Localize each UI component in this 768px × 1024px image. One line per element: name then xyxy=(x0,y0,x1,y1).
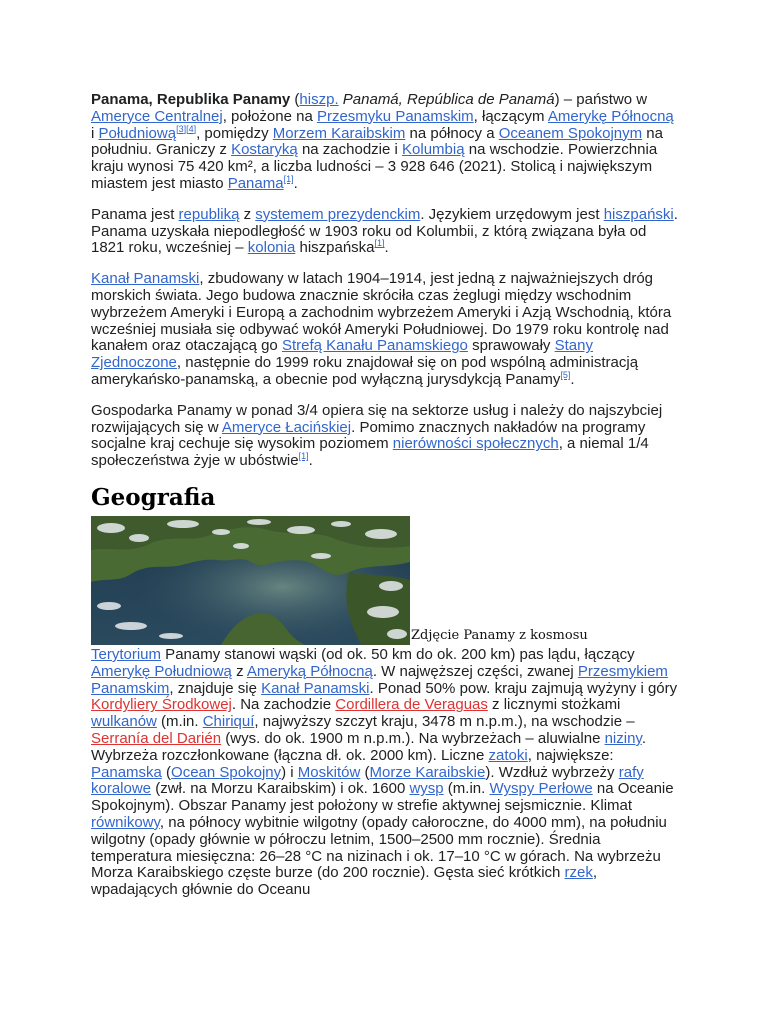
link-rownikowy[interactable]: równikowy xyxy=(91,813,160,831)
link-hiszp[interactable]: hiszp. xyxy=(299,91,339,108)
text: (m.in. xyxy=(443,780,490,798)
text: , najwyższy szczyt kraju, 3478 m n.p.m.), na wschodzie – xyxy=(254,713,635,731)
link-panamska[interactable]: Panamska xyxy=(91,763,162,781)
reference-4[interactable] xyxy=(186,124,196,134)
text: , następnie do 1999 roku znajdował się on pod wspólną administracją amerykańsko-panamską, a obecnie pod wyłączną jurysdykcją Panamy xyxy=(91,354,639,388)
text: (wys. do ok. 1900 m n.p.m.). Na wybrzeżach – aluwialne xyxy=(221,729,605,747)
economy-paragraph xyxy=(91,403,681,470)
text: z xyxy=(239,205,256,223)
native-name: Panamá, República de Panamá xyxy=(342,91,555,108)
text: , zbudowany w latach 1904–1914, jest jedną z najważniejszych dróg morskich świata. Jego budowa znacznie skróciła czas żeglugi między wschodnim wybrzeżem Ameryki i Europą a zachodnim wybrzeżem Ameryki i Azją Wschodnią, która wcześniej musiała się odbywać wokół Ameryki Południowej. Do 1979 roku kontrolę nad kanałem oraz otaczającą go xyxy=(91,270,672,355)
text: na zachodzie i xyxy=(297,141,403,159)
link-przesmyk-panamski[interactable]: Przesmyku Panamskim xyxy=(316,107,474,125)
article-content xyxy=(91,92,681,913)
text: . Wybrzeża rozczłonkowane (łączna dł. ok. 2000 km). Liczne xyxy=(91,729,646,764)
link-morze-karaibskie[interactable]: Morze Karaibskie xyxy=(369,763,486,781)
text: . Panama uzyskała niepodległość w 1903 roku od Kolumbii, z którą związana była od 1821 roku, wcześniej – xyxy=(91,205,678,257)
text: , na północy wybitnie wilgotny (opady całoroczne, do 4000 mm), na południu wilgotny (opady głównie w półroczu letnim, 1500–2500 mm rocznie). Średnia temperatura miesięczna: 26–28 °C na nizinach i ok. 17–10 °C w górach. Na wybrzeżu Morza Karaibskiego częste burze (do 200 rocznie). Gęsta sieć krótkich xyxy=(91,813,667,882)
text: , wpadających głównie do Oceanu xyxy=(91,864,598,899)
section-heading-geografia: Geografia xyxy=(91,483,216,511)
link-strefa-kanalu[interactable]: Strefą Kanału Panamskiego xyxy=(281,337,468,355)
reference-5[interactable] xyxy=(560,370,570,380)
link-ameryka-lacinska[interactable]: Ameryce Łacińskiej xyxy=(221,418,352,436)
text: na północy a xyxy=(405,124,499,142)
reference-1[interactable] xyxy=(284,174,294,184)
figure-panama-satellite xyxy=(91,516,681,645)
link-morze-karaibskie[interactable]: Morzem Karaibskim xyxy=(272,124,406,142)
link-poludniowa[interactable]: Południową xyxy=(98,124,177,142)
link-przesmyk-panamski[interactable]: Przesmykiem Panamskim xyxy=(91,662,668,697)
link-chiriqui[interactable]: Chiriquí xyxy=(202,713,255,731)
text: Panamy stanowi wąski (od ok. 50 km do ok. 200 km) pas lądu, łączący xyxy=(161,645,635,663)
link-panama-city[interactable]: Panama xyxy=(227,174,284,192)
text: , położone na xyxy=(222,107,317,125)
text: na wschodzie. Powierzchnia kraju wynosi 75 420 km², a liczba ludności – 3 928 646 (2021). Stolicą i największym miastem jest miasto xyxy=(91,141,658,192)
text: . Na zachodzie xyxy=(231,696,336,714)
text: ( xyxy=(161,763,172,781)
text: . Językiem urzędowym jest xyxy=(420,205,604,223)
link-system-prezydencki[interactable]: systemem prezydenckim xyxy=(255,205,421,223)
reference-3[interactable] xyxy=(176,124,186,134)
text: sprawowały xyxy=(467,337,555,355)
text: , znajduje się xyxy=(169,679,262,697)
text: na południu. Graniczy z xyxy=(91,124,663,159)
link-ocean-spokojny[interactable]: Ocean Spokojny xyxy=(171,763,282,781)
reference-link[interactable]: [3] xyxy=(176,123,187,134)
link-hiszpanski[interactable]: hiszpański xyxy=(603,205,674,223)
intro-paragraph xyxy=(91,92,681,193)
text: . xyxy=(293,174,298,192)
politics-paragraph xyxy=(91,207,681,257)
text: z licznymi stożkami xyxy=(487,696,621,714)
link-rzeki[interactable]: rzek xyxy=(564,864,593,882)
article-subject: Panama, Republika Panamy xyxy=(91,91,291,108)
text: ( xyxy=(360,763,370,781)
satellite-image[interactable] xyxy=(91,516,410,645)
canal-paragraph xyxy=(91,271,681,389)
link-serrania-del-darien[interactable]: Serranía del Darién xyxy=(91,729,222,747)
text: . Pomimo znacznych nakładów na programy socjalne kraj cechuje się wysokim poziomem xyxy=(91,418,646,453)
reference-link[interactable]: [1] xyxy=(298,451,309,462)
text: . xyxy=(384,239,389,257)
text: . xyxy=(570,370,575,388)
text: z xyxy=(231,662,247,680)
link-nierownosci-spoleczne[interactable]: nierówności społecznych xyxy=(392,435,559,453)
text: Panama jest xyxy=(91,205,179,223)
link-kostaryka[interactable]: Kostaryką xyxy=(231,141,298,159)
link-kolonia[interactable]: kolonia xyxy=(247,239,296,257)
reference-1[interactable] xyxy=(375,238,385,248)
link-kolumbia[interactable]: Kolumbią xyxy=(402,141,465,159)
reference-link[interactable]: [4] xyxy=(186,123,197,134)
link-kordyliery-srodkowej[interactable]: Kordyliery Środkowej xyxy=(91,696,232,714)
link-cordillera-de-veraguas[interactable]: Cordillera de Veraguas xyxy=(335,696,488,714)
link-stany-zjednoczone[interactable]: Stany Zjednoczone xyxy=(91,337,593,372)
text: hiszpańska xyxy=(295,239,375,257)
text: . Ponad 50% pow. kraju zajmują wyżyny i góry xyxy=(369,679,678,697)
text: , pomiędzy xyxy=(196,124,273,142)
text: i xyxy=(91,124,99,142)
reference-link[interactable]: [5] xyxy=(560,369,571,380)
reference-1[interactable] xyxy=(299,451,309,461)
text: na Oceanie Spokojnym). Obszar Panamy jest położony w strefie aktywnej sejsmicznie. Klimat xyxy=(91,780,674,815)
text: (m.in. xyxy=(156,713,203,731)
text: ). Wzdłuż wybrzeży xyxy=(485,763,619,781)
link-rafy-koralowe[interactable]: rafy koralowe xyxy=(91,763,644,798)
link-wulkany[interactable]: wulkanów xyxy=(91,713,157,731)
link-wyspy[interactable]: wysp xyxy=(409,780,444,798)
link-terytorium[interactable]: Terytorium xyxy=(91,645,162,663)
link-wyspy-perlowe[interactable]: Wyspy Perłowe xyxy=(489,780,593,798)
link-ameryka-centralna[interactable]: Ameryce Centralnej xyxy=(91,107,223,125)
link-zatoki[interactable]: zatoki xyxy=(488,746,528,764)
figure-caption: Zdjęcie Panamy z kosmosu xyxy=(411,628,588,644)
link-ameryka-poludniowa[interactable]: Amerykę Południową xyxy=(91,662,232,680)
text: . W najwęższej części, zwanej xyxy=(372,662,578,680)
text: , największe: xyxy=(527,746,614,764)
link-moskitow[interactable]: Moskitów xyxy=(297,763,361,781)
reference-link[interactable]: [1] xyxy=(283,173,294,184)
text: ( xyxy=(290,91,300,108)
text: ) – państwo w xyxy=(554,91,648,108)
link-niziny[interactable]: niziny xyxy=(604,729,642,747)
text: , łączącym xyxy=(473,107,548,125)
text: (zwł. na Morzu Karaibskim) i ok. 1600 xyxy=(151,780,410,798)
link-ameryka-polnocna[interactable]: Amerykę Północną xyxy=(547,107,674,125)
link-kanal-panamski[interactable]: Kanał Panamski xyxy=(91,270,200,288)
text: , a niemal 1/4 społeczeństwa żyje w ubóstwie xyxy=(91,435,649,470)
geography-paragraph xyxy=(91,647,681,899)
reference-link[interactable]: [1] xyxy=(374,238,385,249)
link-ameryka-polnocna[interactable]: Ameryką Północną xyxy=(246,662,373,680)
link-kanal-panamski[interactable]: Kanał Panamski xyxy=(261,679,370,697)
text: . xyxy=(308,452,313,470)
link-ocean-spokojny[interactable]: Oceanem Spokojnym xyxy=(498,124,643,142)
link-republika[interactable]: republiką xyxy=(178,205,240,223)
text: Gospodarka Panamy w ponad 3/4 opiera się na sektorze usług i należy do najszybciej rozwijających się w xyxy=(91,401,663,436)
text: ) i xyxy=(281,763,298,781)
